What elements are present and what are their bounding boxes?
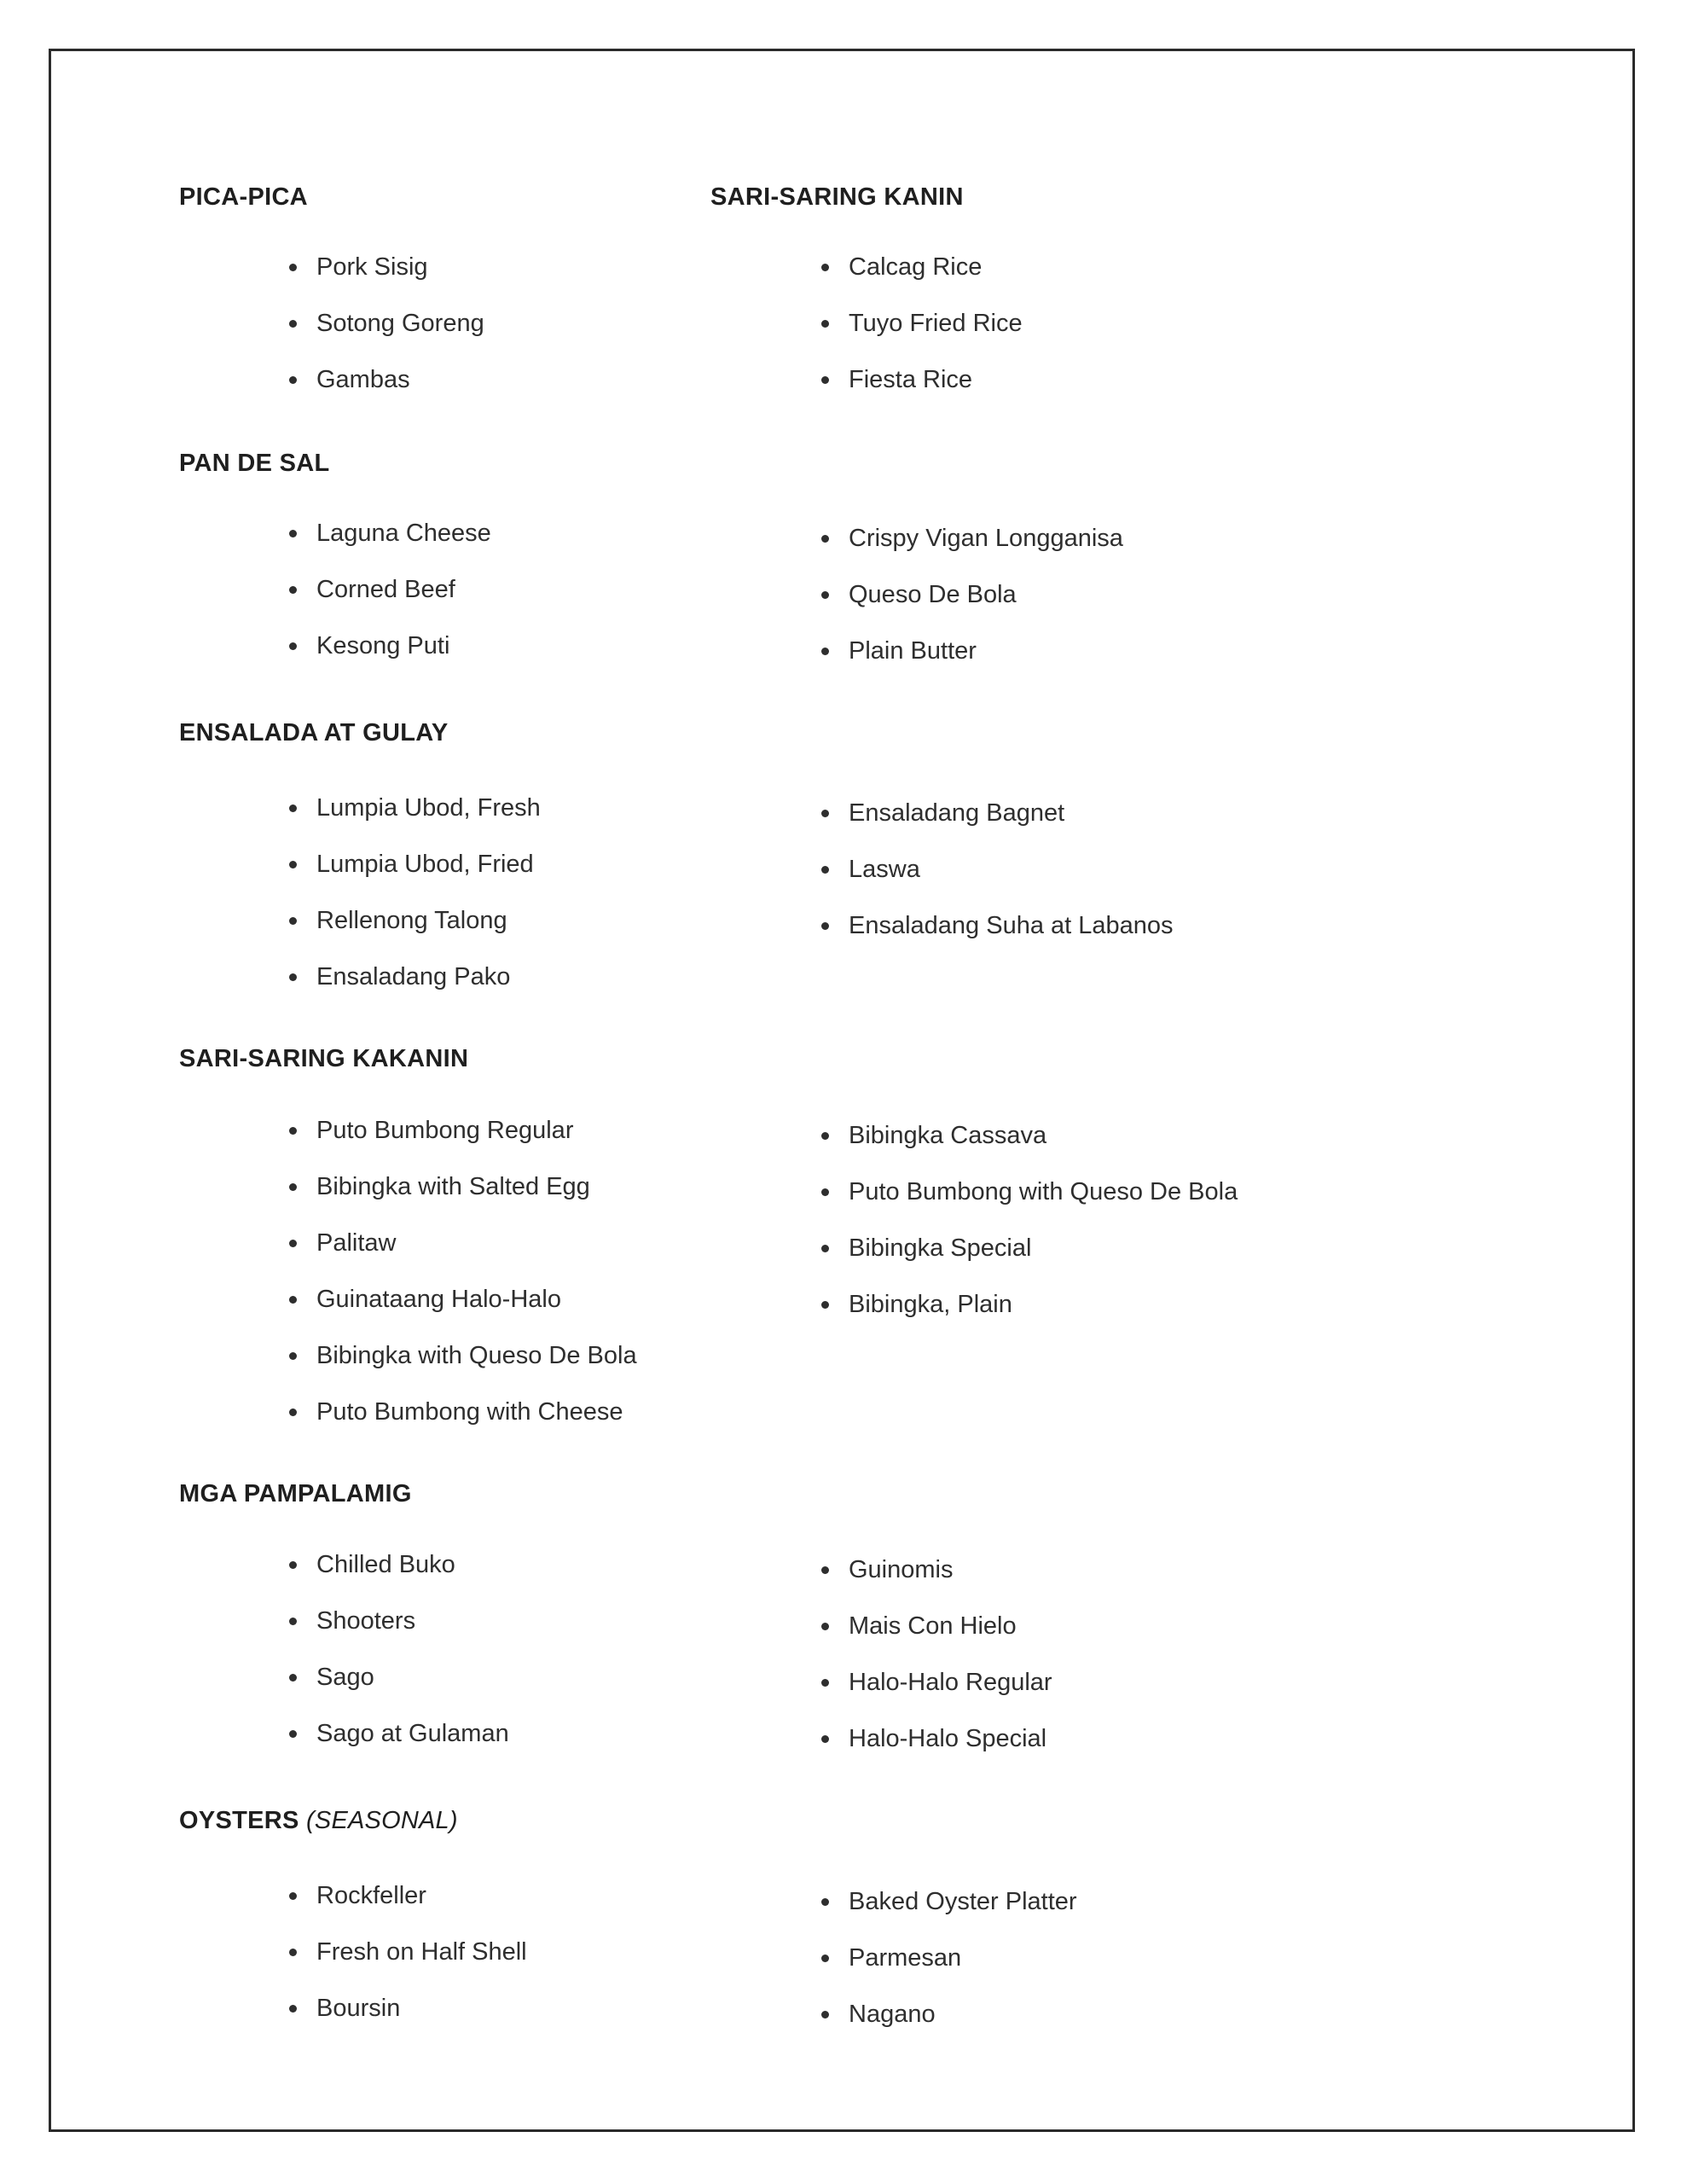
section-heading-mga-pampalamig: MGA PAMPALAMIG [179,1480,412,1507]
list-item: Kesong Puti [289,618,491,674]
list-item: Puto Bumbong with Cheese [289,1384,637,1440]
list-sari-saring-kanin [821,239,1023,408]
list-item: Bibingka with Queso De Bola [289,1327,637,1384]
list-item: Bibingka, Plain [821,1276,1238,1333]
list-item: Guinataang Halo-Halo [289,1271,637,1327]
section-heading-sari-saring-kakanin: SARI-SARING KAKANIN [179,1045,469,1072]
list-item: Halo-Halo Special [821,1711,1052,1767]
list-mga-pampalamig-left [289,1536,509,1762]
list-oysters-right [821,1873,1077,2042]
list-pan-de-sal-right [821,510,1123,679]
list-item: Shooters [289,1593,509,1649]
list-item: Halo-Halo Regular [821,1654,1052,1711]
list-item: Ensaladang Suha at Labanos [821,897,1174,954]
list-item: Fresh on Half Shell [289,1924,527,1980]
list-item: Lumpia Ubod, Fresh [289,780,541,836]
list-pica-pica [289,239,484,408]
list-item: Puto Bumbong with Queso De Bola [821,1164,1238,1220]
list-item: Nagano [821,1986,1077,2042]
list-sari-saring-kakanin-left [289,1102,637,1440]
list-item: Lumpia Ubod, Fried [289,836,541,892]
list-item: Laswa [821,841,1174,897]
list-item: Ensaladang Bagnet [821,785,1174,841]
list-item: Plain Butter [821,623,1123,679]
list-item: Laguna Cheese [289,505,491,561]
section-heading-sari-saring-kanin: SARI-SARING KANIN [710,183,964,211]
list-item: Crispy Vigan Longganisa [821,510,1123,566]
list-oysters-left [289,1867,527,2036]
section-heading-pan-de-sal: PAN DE SAL [179,450,330,477]
list-item: Bibingka Cassava [821,1107,1238,1164]
section-heading-ensalada-at-gulay: ENSALADA AT GULAY [179,719,449,746]
list-ensalada-at-gulay-right [821,785,1174,954]
list-item: Tuyo Fried Rice [821,295,1023,351]
list-item: Chilled Buko [289,1536,509,1593]
list-item: Fiesta Rice [821,351,1023,408]
list-pan-de-sal-left [289,505,491,674]
list-item: Ensaladang Pako [289,949,541,1005]
list-item: Bibingka Special [821,1220,1238,1276]
list-item: Guinomis [821,1542,1052,1598]
list-item: Sago at Gulaman [289,1705,509,1762]
list-item: Gambas [289,351,484,408]
list-item: Parmesan [821,1930,1077,1986]
list-item: Corned Beef [289,561,491,618]
list-item: Calcag Rice [821,239,1023,295]
list-item: Pork Sisig [289,239,484,295]
list-sari-saring-kakanin-right [821,1107,1238,1333]
section-heading-pica-pica: PICA-PICA [179,183,308,211]
list-mga-pampalamig-right [821,1542,1052,1767]
list-item: Baked Oyster Platter [821,1873,1077,1930]
list-item: Sotong Goreng [289,295,484,351]
section-heading-oysters [179,1807,458,1835]
list-item: Rellenong Talong [289,892,541,949]
section-heading-oysters-title: OYSTERS [179,1807,299,1834]
list-item: Rockfeller [289,1867,527,1924]
list-item: Sago [289,1649,509,1705]
list-item: Bibingka with Salted Egg [289,1159,637,1215]
section-heading-oysters-note: (SEASONAL) [306,1807,458,1834]
list-ensalada-at-gulay-left [289,780,541,1005]
list-item: Palitaw [289,1215,637,1271]
list-item: Queso De Bola [821,566,1123,623]
list-item: Boursin [289,1980,527,2036]
list-item: Puto Bumbong Regular [289,1102,637,1159]
list-item: Mais Con Hielo [821,1598,1052,1654]
